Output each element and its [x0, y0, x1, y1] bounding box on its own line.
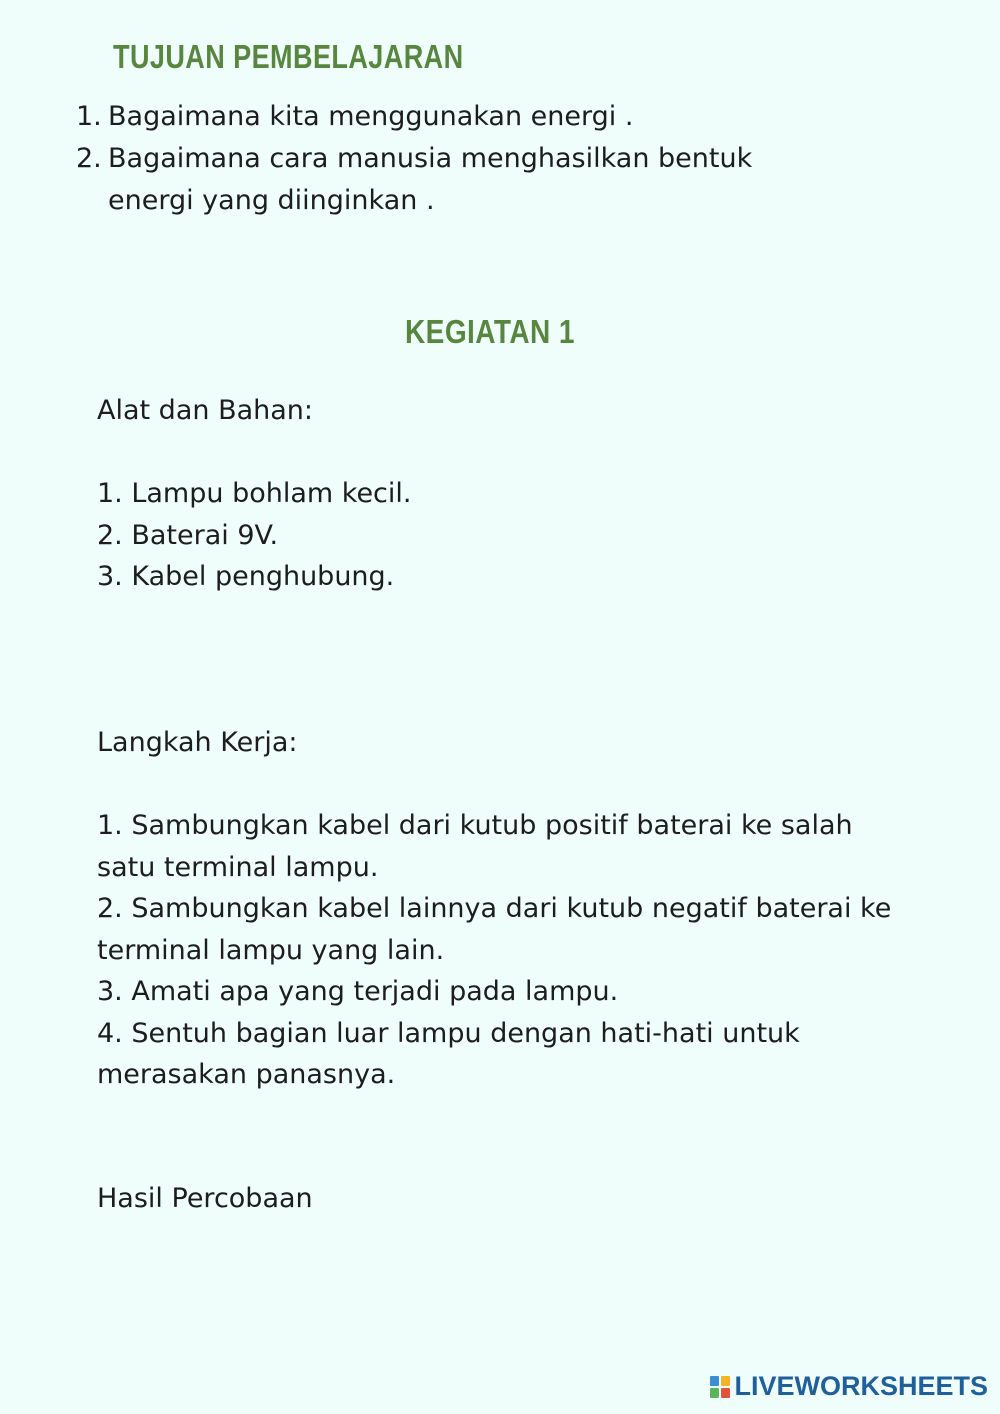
langkah-item: 4. Sentuh bagian luar lampu dengan hati-hati untuk merasakan panasnya.	[97, 1017, 800, 1090]
alat-item: 3. Kabel penghubung.	[97, 561, 395, 592]
logo-square	[721, 1388, 730, 1398]
objective-number: 2.	[76, 143, 102, 174]
alat-item: 2. Baterai 9V.	[97, 519, 279, 551]
objective-text: Bagaimana kita menggunakan energi .	[108, 101, 634, 132]
hasil-percobaan-section	[97, 1178, 917, 1220]
logo-square	[710, 1376, 719, 1386]
objective-item	[76, 138, 836, 222]
alat-bahan-section	[97, 390, 917, 598]
objective-text: Bagaimana cara manusia menghasilkan bentuk energi yang diinginkan .	[108, 143, 753, 216]
brand-text: LIVEWORKSHEETS	[734, 1371, 988, 1401]
langkah-item: 3. Amati apa yang terjadi pada lampu.	[97, 976, 619, 1007]
liveworksheets-brand	[710, 1371, 988, 1402]
spacer	[97, 432, 917, 474]
objective-item	[76, 96, 836, 138]
langkah-kerja-label: Langkah Kerja:	[97, 727, 298, 758]
alat-bahan-label: Alat dan Bahan:	[97, 395, 313, 426]
alat-item: 1. Lampu bohlam kecil.	[97, 478, 412, 509]
langkah-item: 1. Sambungkan kabel dari kutub positif baterai ke salah satu terminal lampu.	[97, 810, 853, 883]
logo-square	[710, 1388, 719, 1398]
objectives-list	[76, 96, 836, 222]
langkah-kerja-section	[97, 722, 917, 1096]
logo-square	[721, 1376, 730, 1386]
spacer	[97, 764, 917, 806]
objective-number: 1.	[76, 101, 102, 132]
liveworksheets-logo-icon	[710, 1376, 730, 1398]
heading-kegiatan: KEGIATAN 1	[405, 313, 575, 350]
heading-tujuan-pembelajaran: TUJUAN PEMBELAJARAN	[113, 38, 464, 75]
langkah-item: 2. Sambungkan kabel lainnya dari kutub negatif baterai ke terminal lampu yang lain.	[97, 893, 892, 966]
hasil-percobaan-label: Hasil Percobaan	[97, 1183, 313, 1214]
